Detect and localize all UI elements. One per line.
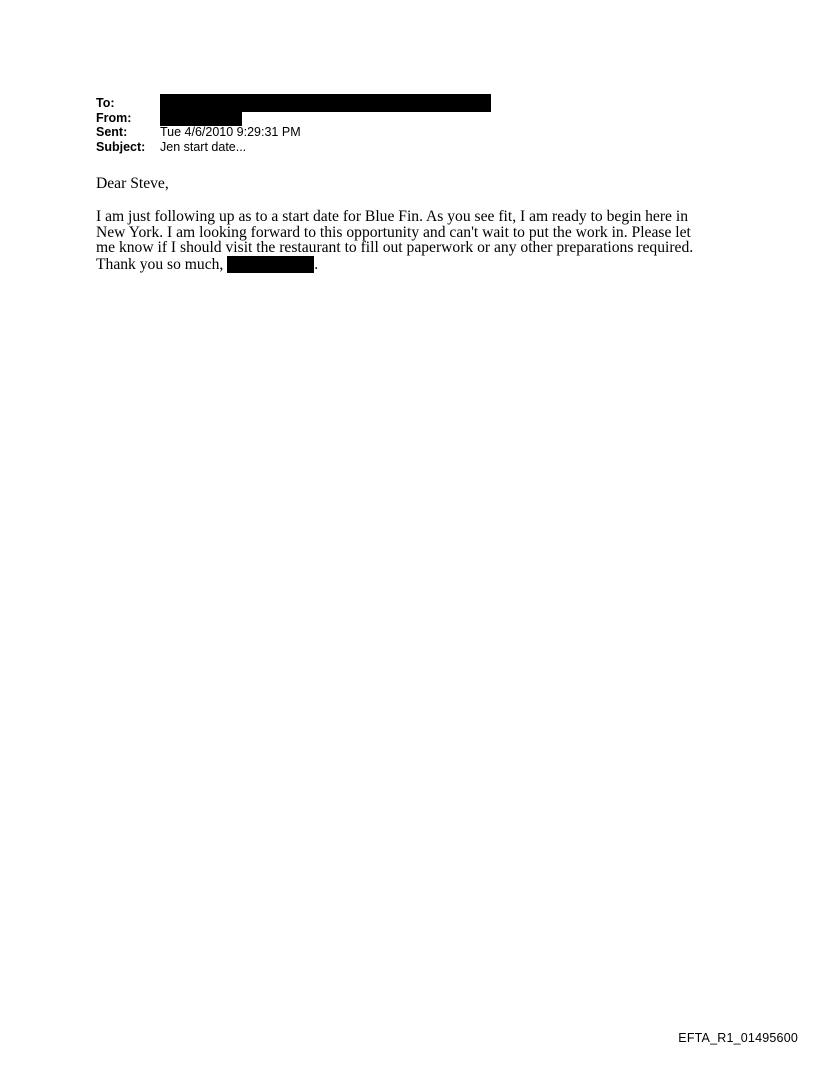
document-id: EFTA_R1_01495600: [678, 1031, 798, 1045]
body-line: me know if I should visit the restaurant to fill out paperwork or any other preparations required.: [96, 239, 694, 256]
sent-label: Sent:: [96, 125, 128, 139]
from-row: [96, 111, 301, 126]
subject-value: Jen start date...: [160, 139, 247, 154]
to-redaction: [160, 94, 491, 112]
closing-text: Thank you so much,: [96, 255, 224, 273]
greeting: Dear Steve,: [96, 175, 169, 192]
closing-period: .: [314, 255, 319, 273]
body-line: New York. I am looking forward to this opportunity and can't wait to put the work in. Please let: [96, 223, 691, 241]
sent-value: Tue 4/6/2010 9:29:31 PM: [160, 125, 301, 139]
closing-line: [96, 256, 736, 273]
to-row: [96, 96, 301, 111]
signature-redaction: [227, 256, 314, 273]
from-label: From:: [96, 110, 132, 125]
sent-row: [96, 125, 301, 140]
email-body: [96, 209, 736, 273]
subject-label: Subject:: [96, 139, 146, 154]
subject-row: [96, 140, 301, 155]
email-header: [96, 96, 301, 154]
body-line: I am just following up as to a start date for Blue Fin. As you see fit, I am ready to begin here in: [96, 208, 688, 225]
to-label: To:: [96, 96, 115, 110]
from-redaction: [160, 111, 242, 126]
